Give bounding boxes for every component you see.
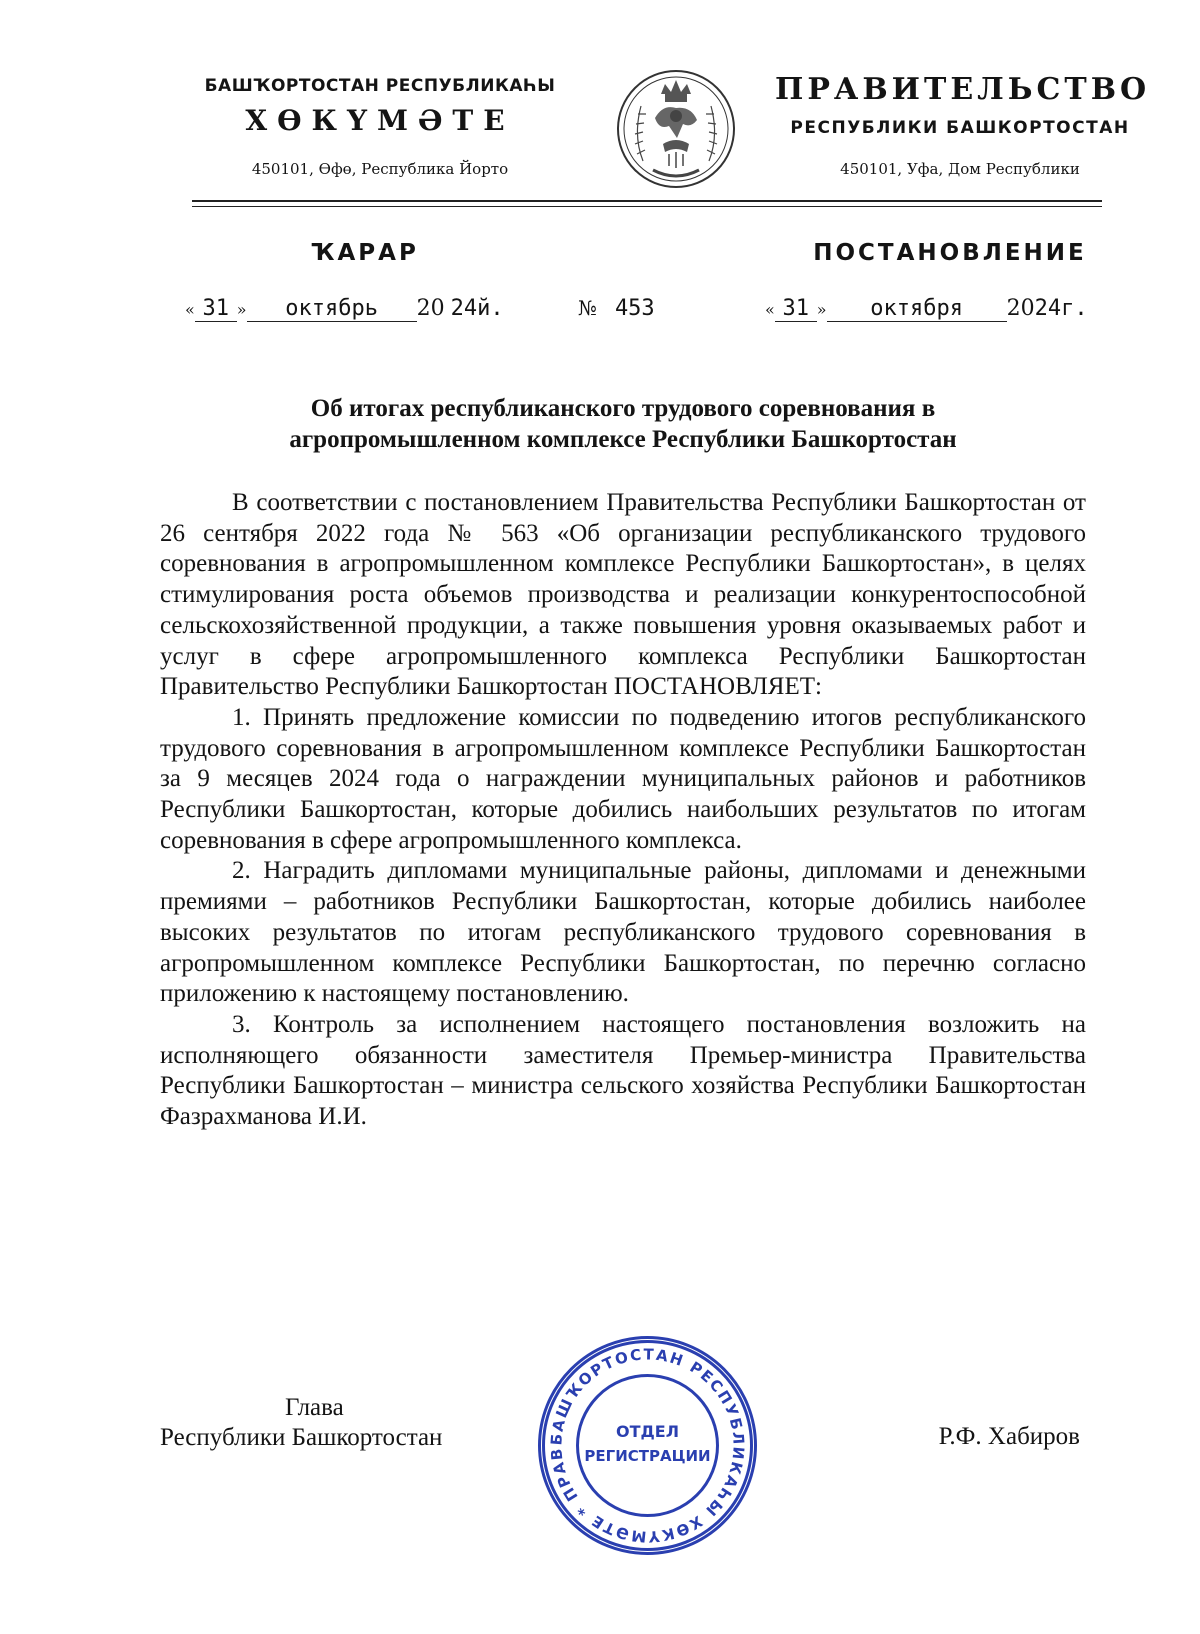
- doc-type-bashkir: ҠАРАР: [311, 240, 419, 266]
- signatory-title-line-2: Республики Башкортостан: [160, 1424, 443, 1451]
- quote-open: «: [765, 300, 775, 319]
- date-right: [765, 296, 1088, 322]
- number-value: 453: [614, 296, 655, 321]
- date-right-day: 31: [775, 296, 817, 322]
- document-title: [160, 393, 1086, 455]
- header-left-government: ХӨКҮМӘТЕ: [245, 104, 515, 137]
- header-right-republic: РЕСПУБЛИКИ БАШКОРТОСТАН: [790, 118, 1130, 138]
- coat-of-arms-icon: [613, 66, 739, 192]
- number-sign: №: [578, 296, 597, 320]
- header-right-government: ПРАВИТЕЛЬСТВО: [775, 72, 1151, 107]
- date-right-year-prefix: 20: [1006, 296, 1035, 321]
- date-right-month: октября: [827, 296, 1007, 322]
- stamp-center-line-1: ОТДЕЛ: [616, 1422, 679, 1441]
- preamble-paragraph: В соответствии с постановлением Правительства Республики Башкортостан от 26 сентября 2022 года № 563 «Об организации республиканского трудового соревнования в агропромышленном комплексе Республики Башкортостан», в целях стимулирования роста объемов производства и реализации конкурентоспособной сельскохозяйственной продукции, а также повышения уровня оказываемых работ и услуг в сфере агропромышленного комплекса Республики Башкортостан Правительство Республики Башкортостан ПОСТАНОВЛЯЕТ:: [160, 489, 1086, 701]
- signatory-title-line-1: Глава: [285, 1394, 344, 1421]
- doc-type-russian: ПОСТАНОВЛЕНИЕ: [813, 240, 1087, 266]
- stamp-center-line-2: РЕГИСТРАЦИИ: [584, 1447, 711, 1465]
- doc-number: [578, 296, 655, 321]
- stamp-ring-text: БАШҠОРТОСТАН РЕСПУБЛИКАҺЫ ХӨКҮМӘТЕ * ПРАВ: [547, 1345, 748, 1546]
- title-line-1: Об итогах республиканского трудового соревнования в: [310, 395, 936, 422]
- date-left-year-prefix: 20: [416, 296, 445, 321]
- item-2-paragraph: 2. Наградить дипломами муниципальные районы, дипломами и денежными премиями – работников Республики Башкортостан, которые добились наиболее высоких результатов по итогам республиканского трудового соревнования в агропромышленном комплексе Республики Башкортостан, по перечню согласно приложению к настоящему постановлению.: [160, 857, 1086, 1008]
- date-left: [185, 296, 504, 322]
- signatory-title: [160, 1393, 480, 1453]
- signatory-name: Р.Ф. Хабиров: [938, 1423, 1080, 1450]
- date-left-year-suffix: 24й.: [450, 296, 504, 321]
- date-right-year-suffix: 24г.: [1034, 296, 1088, 321]
- header-right-address: 450101, Уфа, Дом Республики: [840, 160, 1080, 178]
- quote-close: »: [236, 300, 247, 319]
- item-3-paragraph: 3. Контроль за исполнением настоящего постановления возложить на исполняющего обязанности заместителя Премьер-министра Правительства Республики Башкортостан – министра сельского хозяйства Республики Башкортостан Фазрахманова И.И.: [160, 1010, 1086, 1131]
- header-left-address: 450101, Өфө, Республика Йорто: [251, 160, 509, 178]
- registration-stamp: [535, 1333, 760, 1558]
- quote-close: »: [816, 300, 827, 319]
- header-rule: [192, 200, 1102, 202]
- date-left-day: 31: [195, 296, 237, 322]
- header-rule-thin: [192, 206, 1102, 207]
- item-1-paragraph: 1. Принять предложение комиссии по подведению итогов республиканского трудового соревнования в агропромышленном комплексе Республики Башкортостан за 9 месяцев 2024 года о награждении муниципальных районов и работников Республики Башкортостан, которые добились наибольших результатов по итогам соревнования в сфере агропромышленного комплекса.: [160, 703, 1086, 854]
- document-body: [160, 488, 1086, 1133]
- header-left-republic: БАШҠОРТОСТАН РЕСПУБЛИКАҺЫ: [204, 76, 556, 96]
- title-line-2: агропромышленном комплексе Республики Башкортостан: [289, 426, 957, 453]
- quote-open: «: [185, 300, 195, 319]
- date-left-month: октябрь: [247, 296, 417, 322]
